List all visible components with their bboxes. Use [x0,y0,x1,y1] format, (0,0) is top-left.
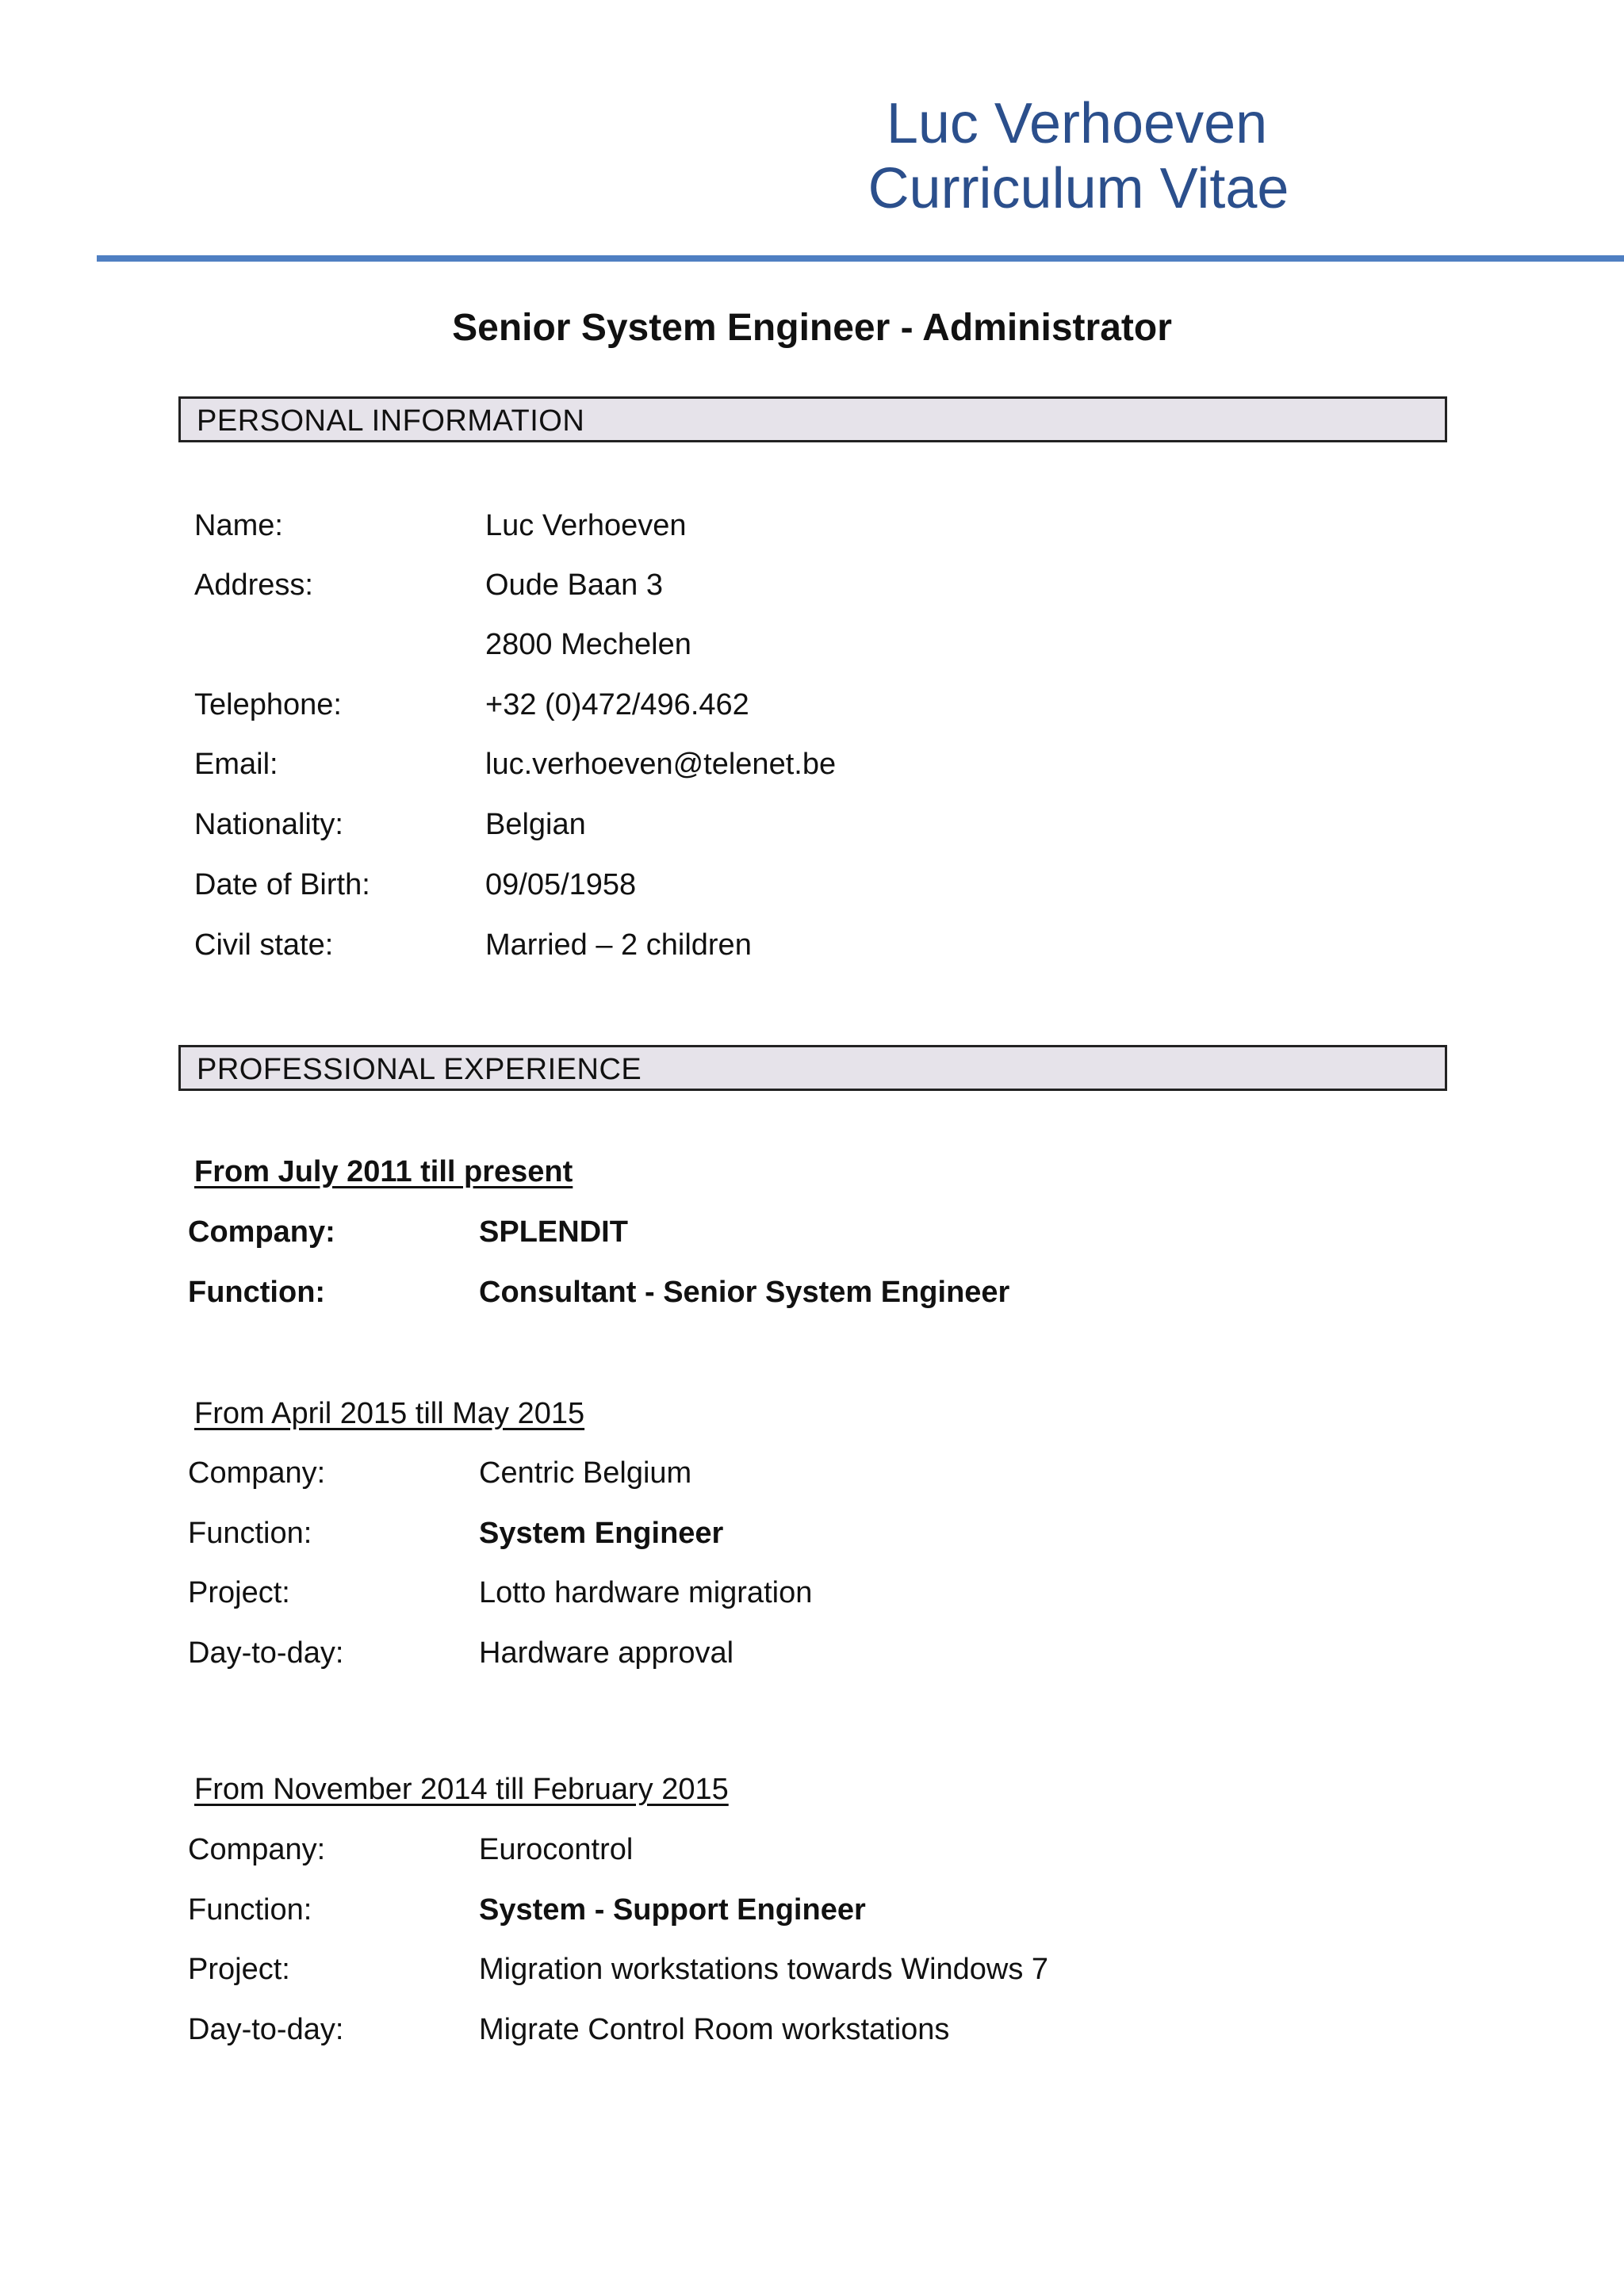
header-divider [97,255,1624,262]
company-label: Company: [188,1215,335,1249]
project-label: Project: [188,1953,290,1986]
cv-subtitle: Curriculum Vitae [868,157,1289,220]
email-value: luc.verhoeven@telenet.be [485,748,837,781]
nationality-label: Nationality: [194,808,343,841]
telephone-value: +32 (0)472/496.462 [485,688,749,721]
project-value: Migration workstations towards Windows 7 [479,1953,1049,1986]
address-line1: Oude Baan 3 [485,568,663,602]
day-to-day-label: Day-to-day: [188,1636,344,1670]
address-line2: 2800 Mechelen [485,628,691,661]
job-title: Senior System Engineer - Administrator [452,307,1172,349]
section-heading: PERSONAL INFORMATION [197,404,585,438]
company-value: SPLENDIT [479,1215,628,1249]
function-label: Function: [188,1893,312,1927]
civil-state-value: Married – 2 children [485,928,752,962]
section-professional-experience [178,1045,1447,1091]
civil-state-label: Civil state: [194,928,334,962]
function-value: Consultant - Senior System Engineer [479,1276,1010,1309]
dob-label: Date of Birth: [194,868,370,901]
project-label: Project: [188,1576,290,1609]
company-label: Company: [188,1456,326,1490]
function-value: System Engineer [479,1517,724,1550]
job-period: From July 2011 till present [194,1155,573,1188]
nationality-value: Belgian [485,808,586,841]
email-label: Email: [194,748,278,781]
company-value: Eurocontrol [479,1833,634,1866]
function-label: Function: [188,1276,326,1309]
section-heading: PROFESSIONAL EXPERIENCE [197,1053,642,1086]
name-value: Luc Verhoeven [485,509,687,542]
function-value: System - Support Engineer [479,1893,866,1927]
name-label: Name: [194,509,283,542]
project-value: Lotto hardware migration [479,1576,813,1609]
company-label: Company: [188,1833,326,1866]
day-to-day-value: Migrate Control Room workstations [479,2013,950,2046]
company-value: Centric Belgium [479,1456,692,1490]
dob-value: 09/05/1958 [485,868,637,901]
day-to-day-label: Day-to-day: [188,2013,344,2046]
cv-owner-name: Luc Verhoeven [886,92,1268,155]
day-to-day-value: Hardware approval [479,1636,734,1670]
job-period: From November 2014 till February 2015 [194,1773,729,1806]
telephone-label: Telephone: [194,688,342,721]
address-label: Address: [194,568,313,602]
job-period: From April 2015 till May 2015 [194,1397,585,1430]
function-label: Function: [188,1517,312,1550]
section-personal-information [178,396,1447,442]
